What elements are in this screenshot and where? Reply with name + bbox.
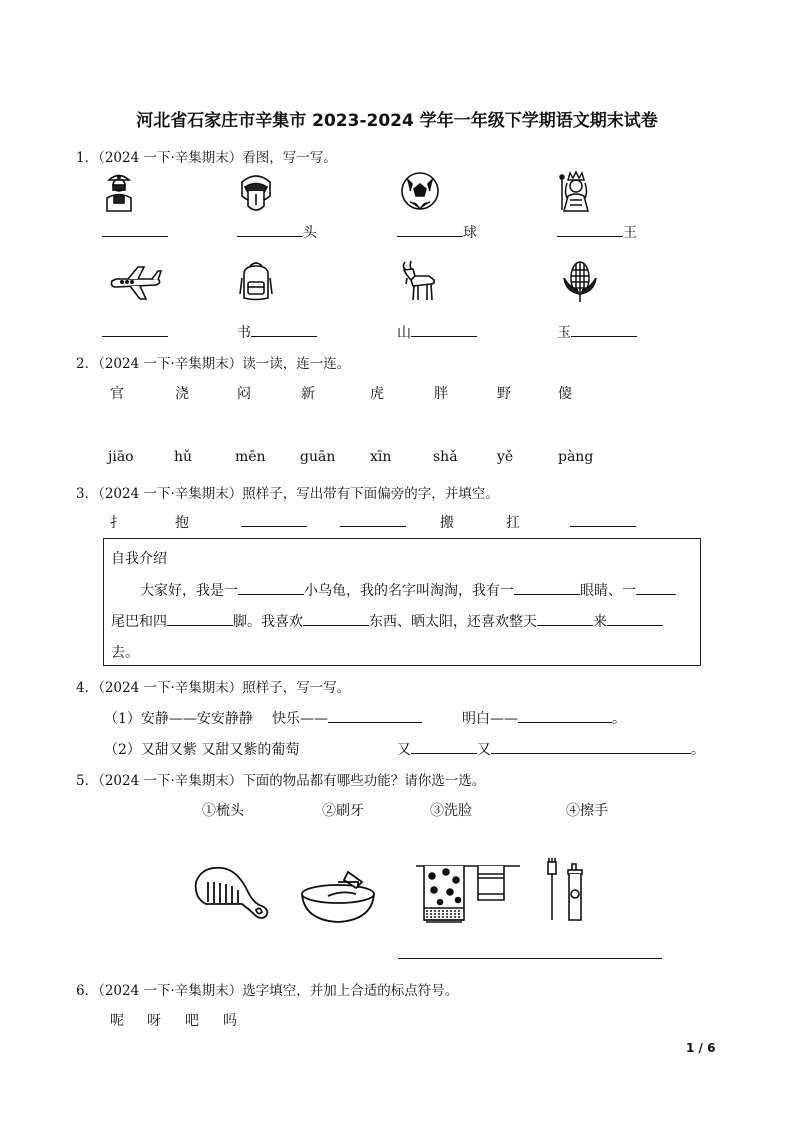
- pinyin-item[interactable]: guān: [300, 449, 336, 465]
- toothbrush-icon: [542, 858, 606, 924]
- char-item[interactable]: 野: [497, 386, 511, 402]
- text-segment: 尾巴和四: [111, 614, 167, 630]
- answer-blank[interactable]: [491, 739, 691, 754]
- char-item[interactable]: 胖: [434, 386, 448, 402]
- text-segment: 来: [593, 614, 607, 630]
- answer-blank[interactable]: [518, 708, 612, 723]
- text-segment: 又: [477, 742, 491, 758]
- answer-blank[interactable]: [607, 611, 663, 626]
- pinyin-item[interactable]: pàng: [558, 449, 594, 465]
- box-line-3: 去。: [111, 645, 139, 661]
- question-5-prompt: 5．（2024 一下·辛集期末）下面的物品都有哪些功能？请你选一选。: [76, 773, 486, 789]
- text-segment: 东西、晒太阳，还喜欢整天: [369, 614, 537, 630]
- word-suffix: 球: [463, 225, 477, 241]
- tongue-icon: [237, 172, 275, 212]
- page-title: 河北省石家庄市辛集市 2023-2024 学年一年级下学期语文期末试卷: [136, 111, 658, 131]
- goat-icon: [399, 258, 437, 302]
- towel-icon: [414, 858, 524, 930]
- answer-line[interactable]: [398, 958, 662, 959]
- char-option: 吗: [223, 1013, 237, 1029]
- answer-blank[interactable]: [167, 611, 233, 626]
- self-intro-box: [103, 538, 701, 666]
- comb-icon: [192, 862, 272, 922]
- question-1-prompt: 1．（2024 一下·辛集期末）看图，写一写。: [76, 150, 337, 166]
- word-prefix: 玉: [557, 325, 571, 341]
- doctor-icon: [102, 170, 136, 212]
- pinyin-item[interactable]: mēn: [235, 449, 266, 465]
- option-1: ①梳头: [202, 803, 244, 819]
- option-2: ②刷牙: [322, 803, 364, 819]
- answer-blank[interactable]: [303, 611, 369, 626]
- char-item[interactable]: 官: [110, 386, 124, 402]
- answer-blank[interactable]: [537, 611, 593, 626]
- q4-item-1-label: （1）安静——安安静静: [104, 711, 253, 727]
- answer-blank[interactable]: [636, 580, 676, 595]
- q4-item-2-label: （2）又甜又紫 又甜又紫的葡萄: [104, 742, 300, 758]
- page-number: 1 / 6: [686, 1041, 716, 1055]
- pinyin-item[interactable]: hǔ: [174, 449, 193, 465]
- question-2-prompt: 2．（2024 一下·辛集期末）读一读，连一连。: [76, 356, 351, 372]
- answer-blank[interactable]: [251, 322, 317, 337]
- answer-blank[interactable]: [570, 512, 636, 527]
- text-segment: 。: [691, 742, 705, 758]
- question-3-prompt: 3．（2024 一下·辛集期末）照样子，写出带有下面偏旁的字，并填空。: [76, 486, 499, 502]
- box-heading: 自我介绍: [111, 551, 167, 567]
- char-option: 吧: [185, 1013, 199, 1029]
- text-segment: 快乐——: [272, 711, 328, 727]
- answer-blank[interactable]: [238, 580, 304, 595]
- answer-blank[interactable]: [237, 222, 303, 237]
- answer-blank[interactable]: [571, 322, 637, 337]
- char-item[interactable]: 闷: [237, 386, 251, 402]
- box-line-2: [111, 611, 663, 631]
- airplane-icon: [108, 265, 164, 301]
- char-kang: 扛: [506, 515, 520, 531]
- text-segment: 又: [397, 742, 411, 758]
- backpack-icon: [238, 260, 274, 302]
- question-6-prompt: 6．（2024 一下·辛集期末）选字填空，并加上合适的标点符号。: [76, 983, 459, 999]
- basin-icon: [298, 868, 380, 928]
- pinyin-item[interactable]: xīn: [370, 449, 392, 465]
- answer-blank[interactable]: [102, 222, 168, 237]
- text-segment: 脚。我喜欢: [233, 614, 303, 630]
- queen-icon: [558, 170, 594, 212]
- answer-blank[interactable]: [411, 739, 477, 754]
- char-item[interactable]: 浇: [175, 386, 189, 402]
- char-option: 呢: [110, 1013, 124, 1029]
- answer-blank[interactable]: [328, 708, 422, 723]
- char-item[interactable]: 傻: [558, 386, 572, 402]
- pinyin-item[interactable]: jiāo: [108, 449, 134, 465]
- char-item[interactable]: 虎: [370, 386, 384, 402]
- answer-blank[interactable]: [241, 512, 307, 527]
- char-option: 呀: [147, 1013, 161, 1029]
- answer-blank[interactable]: [340, 512, 406, 527]
- answer-blank[interactable]: [397, 222, 463, 237]
- option-4: ④擦手: [566, 803, 608, 819]
- char-banyun: 搬: [440, 515, 454, 531]
- word-prefix: 山: [397, 325, 411, 341]
- word-suffix: 王: [623, 225, 637, 241]
- text-segment: 。: [612, 711, 626, 727]
- question-4-prompt: 4．（2024 一下·辛集期末）照样子，写一写。: [76, 680, 351, 696]
- soccer-ball-icon: [400, 171, 440, 211]
- pinyin-item[interactable]: yě: [497, 449, 514, 465]
- radical: 扌: [110, 515, 124, 531]
- text-segment: 大家好，我是一: [140, 583, 238, 599]
- answer-blank[interactable]: [557, 222, 623, 237]
- text-segment: 小乌龟，我的名字叫淘淘，我有一: [304, 583, 514, 599]
- char-item[interactable]: 新: [301, 386, 315, 402]
- pinyin-item[interactable]: shǎ: [433, 449, 458, 465]
- answer-blank[interactable]: [102, 322, 168, 337]
- text-segment: 明白——: [462, 711, 518, 727]
- box-line-1: [140, 580, 676, 600]
- word-suffix: 头: [303, 225, 317, 241]
- option-3: ③洗脸: [430, 803, 472, 819]
- answer-blank[interactable]: [514, 580, 580, 595]
- corn-icon: [560, 258, 600, 304]
- answer-blank[interactable]: [411, 322, 477, 337]
- word-prefix: 书: [237, 325, 251, 341]
- example-char: 抱: [175, 515, 189, 531]
- text-segment: 眼睛、一: [580, 583, 636, 599]
